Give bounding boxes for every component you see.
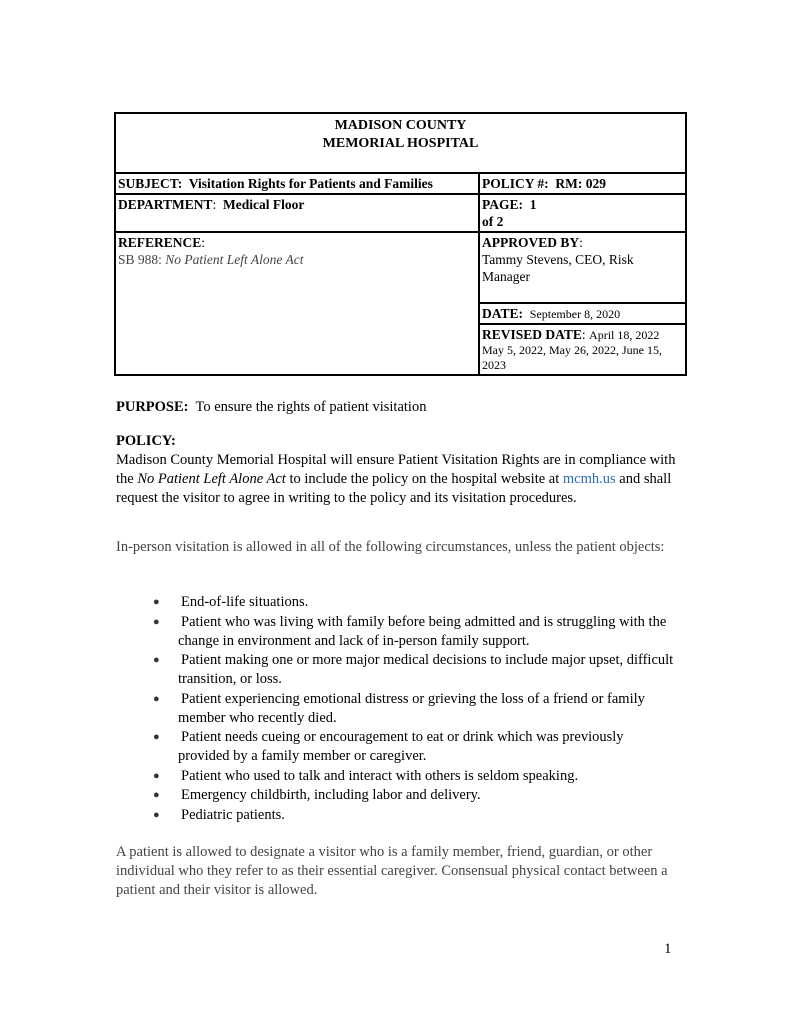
policy-header-table — [114, 112, 687, 376]
caregiver-paragraph: A patient is allowed to designate a visitor who is a family member, friend, guardian, or other individual who they refer to as their essential caregiver. Consensual physical contact between a patient and their visitor is allowed. — [116, 844, 668, 898]
page-label: PAGE: — [482, 197, 523, 212]
purpose-text: To ensure the rights of patient visitation — [195, 399, 427, 415]
bullet-icon: ● — [153, 731, 160, 743]
page-value: 1 — [529, 197, 537, 212]
policy-paragraph — [116, 451, 676, 508]
purpose-section — [116, 398, 676, 417]
subject-row — [116, 174, 685, 195]
policy-text-1: Madison County Memorial Hospital will ensure Patient Visitation Rights are in compliance with the — [116, 452, 676, 487]
list-item-text: Pediatric patients. — [181, 806, 285, 823]
list-item-text: Patient experiencing emotional distress or grieving the loss of a friend or family member who recently died. — [178, 690, 645, 726]
revised-date-rest: May 5, 2022, May 26, 2022, June 15, 2023 — [482, 343, 662, 372]
subject-cell — [116, 174, 480, 193]
hospital-name — [116, 114, 685, 174]
approved-value: Tammy Stevens, CEO, Risk Manager — [482, 252, 634, 284]
reference-code: SB 988: — [118, 252, 162, 267]
policy-number-cell — [480, 174, 685, 193]
bullet-icon: ● — [153, 596, 160, 608]
bullet-icon: ● — [153, 789, 160, 801]
website-link[interactable]: mcmh.us — [562, 471, 616, 487]
date-label: DATE: — [482, 306, 524, 321]
reference-label: REFERENCE — [118, 235, 202, 250]
policy-text-2: to include the policy on the hospital website at — [285, 471, 563, 487]
list-item — [136, 613, 676, 651]
date-cell — [480, 304, 685, 325]
policy-number-label: POLICY #: — [482, 176, 549, 191]
list-item-text: Emergency childbirth, including labor and delivery. — [181, 787, 481, 803]
list-item — [136, 806, 676, 825]
org-name-line1: MADISON COUNTY — [334, 118, 467, 133]
revised-date-label: REVISED DATE — [482, 327, 582, 342]
list-item — [136, 593, 676, 612]
approved-label: APPROVED BY — [482, 235, 580, 250]
list-item-text: Patient needs cueing or encouragement to eat or drink which was previously provided by a family member or caregiver. — [178, 729, 624, 764]
date-value: September 8, 2020 — [529, 307, 621, 321]
list-item-text: Patient who was living with family before being admitted and is struggling with the change in environment and lack of in-person family support. — [178, 613, 667, 649]
department-row — [116, 195, 685, 233]
bullet-icon: ● — [153, 615, 160, 628]
policy-number-value: RM: 029 — [555, 176, 606, 191]
inperson-visitation-intro: In-person visitation is allowed in all of the following circumstances, unless the patient objects: — [116, 539, 665, 555]
reference-cell: REFERENCE: SB 988: No Patient Left Alone Act — [116, 233, 480, 374]
subject-value: Visitation Rights for Patients and Families — [188, 176, 433, 191]
reference-act: No Patient Left Alone Act — [165, 252, 304, 267]
list-item-text: End-of-life situations. — [181, 594, 309, 610]
revised-date-cell: REVISED DATE: April 18, 2022 May 5, 2022, May 26, 2022, June 15, 2023 — [480, 325, 685, 374]
department-label: DEPARTMENT — [118, 197, 213, 212]
list-item-text: Patient who used to talk and interact with others is seldom speaking. — [181, 767, 579, 784]
policy-act-name: No Patient Left Alone Act — [137, 471, 286, 487]
department-cell: DEPARTMENT: Medical Floor — [116, 195, 480, 231]
bullet-icon: ● — [153, 654, 160, 666]
page-number: 1 — [664, 941, 672, 957]
list-item — [136, 690, 676, 728]
org-name-line2: MEMORIAL HOSPITAL — [322, 136, 479, 151]
policy-text-3: and shall request the visitor to agree in writing to the policy and its visitation procedures. — [116, 471, 672, 506]
purpose-label: PURPOSE: — [116, 399, 189, 415]
subject-label: SUBJECT: — [118, 176, 183, 191]
department-value: Medical Floor — [223, 197, 305, 212]
revised-date-first: April 18, 2022 — [589, 328, 660, 342]
reference-row — [116, 233, 685, 374]
circumstances-list — [136, 593, 676, 825]
approved-cell: APPROVED BY: Tammy Stevens, CEO, Risk Manager — [480, 233, 685, 304]
bullet-icon: ● — [153, 808, 160, 821]
approval-stack — [480, 233, 685, 374]
policy-heading: POLICY: — [116, 433, 176, 449]
bullet-icon: ● — [153, 769, 160, 782]
list-item-text: Patient making one or more major medical decisions to include major upset, difficult transition, or loss. — [178, 652, 674, 687]
list-item — [136, 786, 676, 805]
list-item — [136, 767, 676, 786]
page-cell — [480, 195, 685, 231]
bullet-icon: ● — [153, 692, 160, 705]
page-of: of 2 — [482, 214, 504, 229]
list-item — [136, 651, 676, 689]
list-item — [136, 728, 676, 766]
